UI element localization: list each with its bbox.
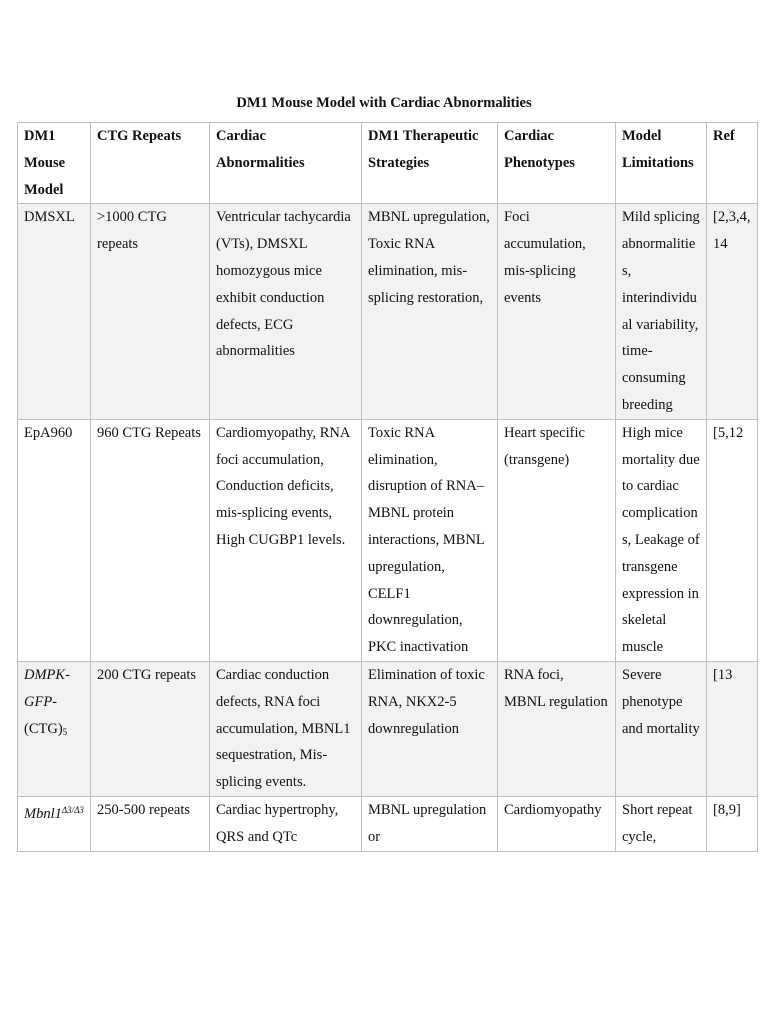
cell-ctg: 200 CTG repeats — [91, 661, 210, 796]
cell-phenotypes: RNA foci, MBNL regulation — [498, 661, 616, 796]
header-cardiac-phenotypes: Cardiac Phenotypes — [498, 123, 616, 204]
cell-abnormalities: Cardiac conduction defects, RNA foci accumulation, MBNL1 sequestration, Mis-splicing events. — [210, 661, 362, 796]
cell-phenotypes: Foci accumulation, mis-splicing events — [498, 204, 616, 419]
table-row — [18, 419, 758, 661]
cell-limitations: Mild splicing abnormalities, interindividual variability, time-consuming breeding — [616, 204, 707, 419]
cell-ref: [13 — [707, 661, 758, 796]
header-row — [18, 123, 758, 204]
cell-strategies: Toxic RNA elimination, disruption of RNA–MBNL protein interactions, MBNL upregulation, CELF1 downregulation, PKC inactivation — [362, 419, 498, 661]
cell-limitations: High mice mortality due to cardiac complications, Leakage of transgene expression in skeletal muscle — [616, 419, 707, 661]
table-row — [18, 661, 758, 796]
header-model: DM1 Mouse Model — [18, 123, 91, 204]
header-model-limitations: Model Limitations — [616, 123, 707, 204]
cell-strategies: MBNL upregulation or — [362, 796, 498, 851]
cell-phenotypes: Cardiomyopathy — [498, 796, 616, 851]
dm1-mouse-model-table — [17, 122, 758, 852]
header-cardiac-abnormalities: Cardiac Abnormalities — [210, 123, 362, 204]
cell-ref: [5,12 — [707, 419, 758, 661]
cell-abnormalities: Cardiac hypertrophy, QRS and QTc — [210, 796, 362, 851]
header-therapeutic-strategies: DM1 Therapeutic Strategies — [362, 123, 498, 204]
cell-strategies: Elimination of toxic RNA, NKX2-5 downregulation — [362, 661, 498, 796]
cell-limitations: Severe phenotype and mortality — [616, 661, 707, 796]
cell-ctg: >1000 CTG repeats — [91, 204, 210, 419]
header-ref: Ref — [707, 123, 758, 204]
cell-limitations: Short repeat cycle, — [616, 796, 707, 851]
cell-strategies: MBNL upregulation, Toxic RNA elimination, mis-splicing restoration, — [362, 204, 498, 419]
cell-phenotypes: Heart specific (transgene) — [498, 419, 616, 661]
cell-ref: [2,3,4,14 — [707, 204, 758, 419]
cell-ctg: 960 CTG Repeats — [91, 419, 210, 661]
table-row — [18, 204, 758, 419]
cell-model — [18, 796, 91, 851]
model-name-text: Mbnl1 — [24, 805, 62, 822]
model-superscript: Δ3/Δ3 — [61, 804, 84, 815]
header-ctg-repeats: CTG Repeats — [91, 123, 210, 204]
cell-model: EpA960 — [18, 419, 91, 661]
cell-ctg: 250-500 repeats — [91, 796, 210, 851]
cell-model — [18, 661, 91, 796]
cell-ref: [8,9] — [707, 796, 758, 851]
table-row — [18, 796, 758, 851]
model-name-text: DMPK-GFP- — [24, 666, 70, 710]
cell-abnormalities: Cardiomyopathy, RNA foci accumulation, Conduction deficits, mis-splicing events, High CUGBP1 levels. — [210, 419, 362, 661]
cell-abnormalities: Ventricular tachycardia (VTs), DMSXL homozygous mice exhibit conduction defects, ECG abnormalities — [210, 204, 362, 419]
table-title: DM1 Mouse Model with Cardiac Abnormalities — [236, 95, 532, 111]
cell-model: DMSXL — [18, 204, 91, 419]
model-suffix-text: (CTG) — [24, 720, 63, 737]
model-subscript: 5 — [62, 726, 68, 737]
